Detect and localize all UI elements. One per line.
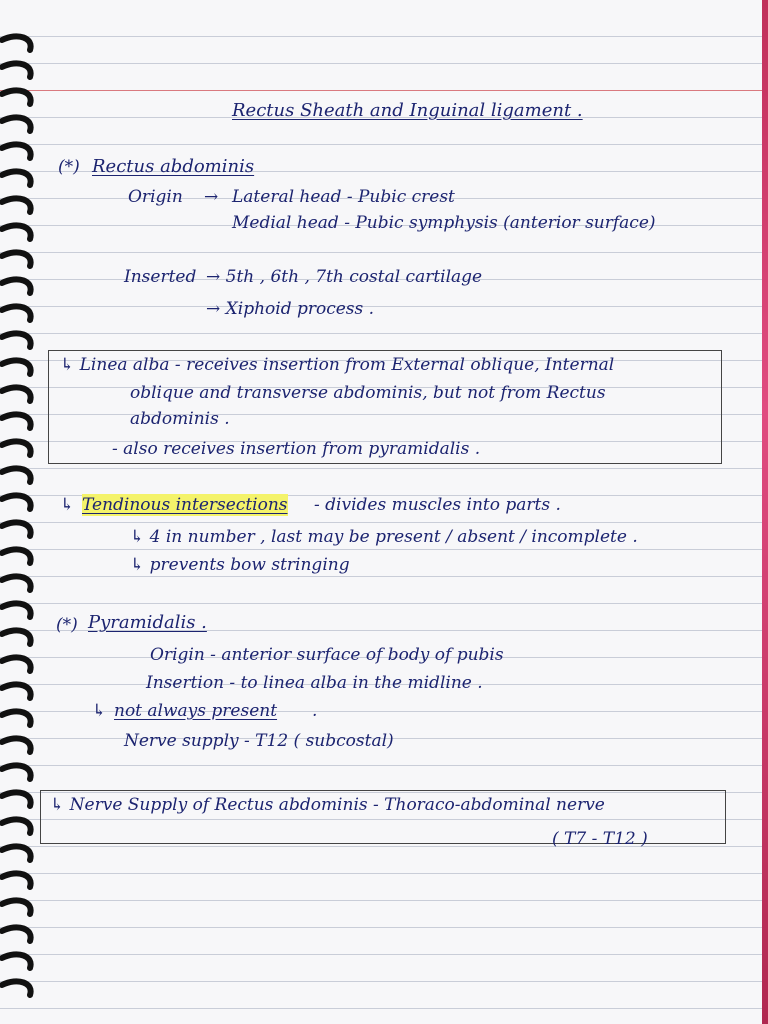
inserted-line-1: → 5th , 6th , 7th costal cartilage (206, 267, 483, 287)
tendinous-term: Tendinous intersections (82, 495, 288, 515)
spiral-ring (2, 387, 31, 401)
spiral-ring (2, 225, 31, 239)
spiral-ring (2, 981, 31, 995)
spiral-ring (2, 171, 31, 185)
linea-line-3: abdominis . (130, 409, 230, 429)
spiral-ring (2, 576, 31, 590)
page-title: Rectus Sheath and Inguinal ligament . (232, 100, 583, 121)
pyramidalis-nerve: Nerve supply - T12 ( subcostal) (124, 731, 394, 751)
spiral-ring (2, 252, 31, 266)
origin-lateral: Lateral head - Pubic crest (232, 187, 455, 207)
nerve-box-line-1: ↳ Nerve Supply of Rectus abdominis - Thoraco-abdominal nerve (50, 795, 605, 815)
origin-label: Origin (128, 187, 183, 207)
inserted-line-2: → Xiphoid process . (206, 299, 375, 319)
spiral-ring (2, 522, 31, 536)
pyramidalis-origin: Origin - anterior surface of body of pubis (150, 645, 504, 665)
spiral-ring (2, 333, 31, 347)
pyramidalis-insertion: Insertion - to linea alba in the midline . (146, 673, 483, 693)
tendinous-sub-1: ↳ 4 in number , last may be present / absent / incomplete . (130, 527, 638, 547)
spiral-ring (2, 495, 31, 509)
nerve-box-line-2: ( T7 - T12 ) (552, 829, 648, 849)
spiral-ring (2, 603, 31, 617)
spiral-ring (2, 630, 31, 644)
pyramidalis-mark: (*) (56, 615, 78, 635)
spiral-ring (2, 684, 31, 698)
spiral-ring (2, 63, 31, 77)
inserted-label: Inserted (124, 267, 197, 287)
spiral-ring (2, 144, 31, 158)
spiral-ring (2, 792, 31, 806)
tendinous-arrow: ↳ (60, 495, 75, 515)
spiral-ring (2, 198, 31, 212)
linea-line-1: ↳ Linea alba - receives insertion from External oblique, Internal (60, 355, 615, 375)
section-mark: (*) (58, 157, 80, 177)
page-edge (762, 0, 768, 1024)
pyramidalis-note: not always present (114, 701, 278, 721)
spiral-ring (2, 846, 31, 860)
spiral-ring (2, 900, 31, 914)
pyramidalis-note-end: . (312, 701, 318, 721)
spiral-ring (2, 927, 31, 941)
spiral-ring (2, 360, 31, 374)
spiral-ring (2, 738, 31, 752)
spiral-ring (2, 873, 31, 887)
origin-medial: Medial head - Pubic symphysis (anterior surface) (232, 213, 656, 233)
spiral-ring (2, 711, 31, 725)
spiral-ring (2, 657, 31, 671)
spiral-ring (2, 414, 31, 428)
pyramidalis-heading: Pyramidalis . (88, 612, 207, 633)
spiral-ring (2, 954, 31, 968)
linea-line-4: - also receives insertion from pyramidalis . (112, 439, 481, 459)
spiral-ring (2, 549, 31, 563)
spiral-ring (2, 819, 31, 833)
tendinous-rest: - divides muscles into parts . (314, 495, 561, 515)
spiral-ring (2, 441, 31, 455)
spiral-ring (2, 279, 31, 293)
spiral-ring (2, 90, 31, 104)
pyramidalis-note-arrow: ↳ (92, 701, 107, 721)
spiral-ring (2, 117, 31, 131)
origin-arrow: → (204, 187, 219, 207)
spiral-ring (2, 36, 31, 50)
spiral-ring (2, 468, 31, 482)
spiral-ring (2, 306, 31, 320)
spiral-ring (2, 765, 31, 779)
margin-line (0, 90, 768, 91)
spiral-binding (0, 0, 40, 1024)
tendinous-sub-2: ↳ prevents bow stringing (130, 555, 350, 575)
linea-line-2: oblique and transverse abdominis, but not from Rectus (130, 383, 606, 403)
rectus-heading: Rectus abdominis (92, 156, 255, 177)
